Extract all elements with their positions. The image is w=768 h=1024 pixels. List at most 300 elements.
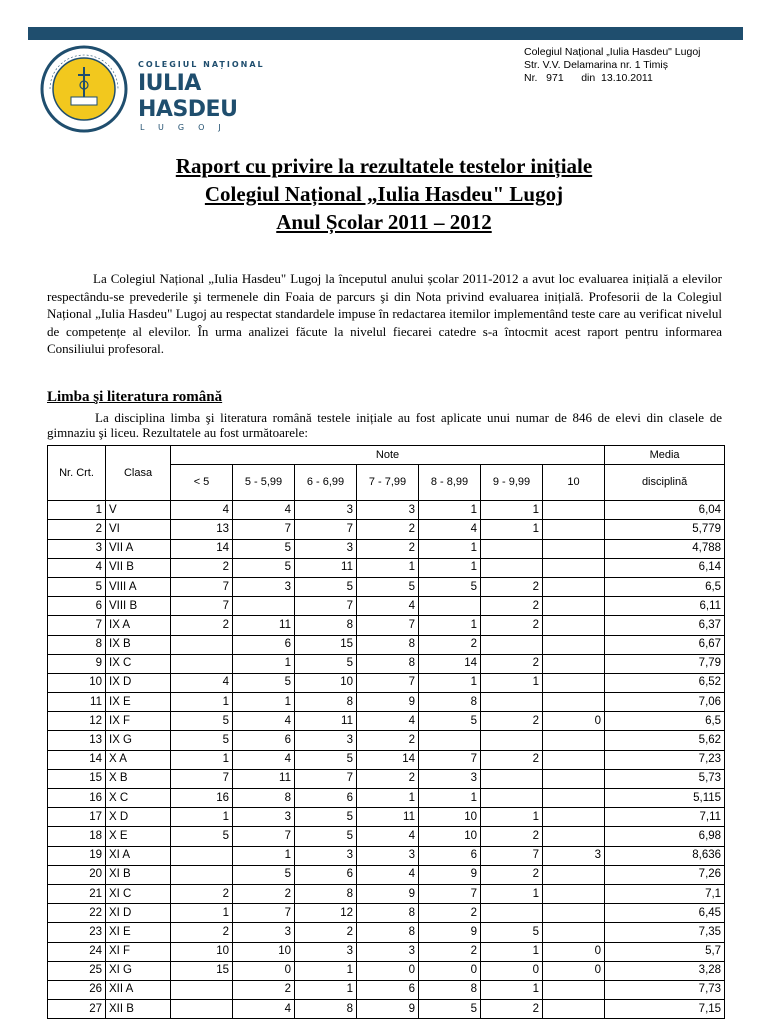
class-name: VIII B [106, 597, 171, 616]
grade-count-cell: 7 [171, 577, 233, 596]
grade-count-cell: 0 [357, 961, 419, 980]
class-name: IX D [106, 673, 171, 692]
grade-count-cell: 2 [481, 616, 543, 635]
row-number: 17 [48, 808, 106, 827]
average-cell: 6,52 [605, 673, 725, 692]
average-cell: 5,62 [605, 731, 725, 750]
grade-count-cell: 1 [419, 789, 481, 808]
intro-paragraph: La Colegiul Național „Iulia Hasdeu" Lugoj la începutul anului școlar 2011-2012 a avut loc evaluarea inițială a elevilor respectându-se prevederile şi termenele din Foaia de parcurs şi din Nota privind evaluarea inițială. Profesorii de la Colegiul Național „Iulia Hasdeu" Lugoj au respectat standardele impuse în redactarea itemilor implementând teste care au verificat nivelul de competențe al elevilor. În urma analizei făcute la nivelul fiecarei catedre s-a întocmit acest raport pentru informarea Consiliului profesoral. [47, 271, 722, 356]
grade-count-cell: 5 [171, 731, 233, 750]
grade-count-cell [543, 731, 605, 750]
header-range: 8 - 8,99 [419, 465, 481, 501]
grade-count-cell: 6 [233, 731, 295, 750]
table-row [48, 808, 725, 827]
grade-count-cell [481, 635, 543, 654]
average-cell: 7,79 [605, 654, 725, 673]
header-bar [28, 27, 743, 40]
class-name: VII A [106, 539, 171, 558]
class-name: IX A [106, 616, 171, 635]
grade-count-cell: 0 [419, 961, 481, 980]
grade-count-cell [543, 884, 605, 903]
table-row [48, 539, 725, 558]
grade-count-cell: 14 [357, 750, 419, 769]
table-row [48, 501, 725, 520]
grade-count-cell [481, 731, 543, 750]
class-name: XI C [106, 884, 171, 903]
grade-count-cell: 3 [295, 846, 357, 865]
grade-count-cell: 3 [419, 769, 481, 788]
average-cell: 5,7 [605, 942, 725, 961]
grade-count-cell: 9 [357, 884, 419, 903]
class-name: X B [106, 769, 171, 788]
grade-count-cell [543, 923, 605, 942]
brand-line-1: COLEGIUL NAȚIONAL [138, 60, 265, 69]
grade-count-cell [543, 865, 605, 884]
grade-count-cell: 5 [295, 577, 357, 596]
grade-count-cell: 5 [233, 539, 295, 558]
grade-count-cell: 2 [357, 520, 419, 539]
header-range: 9 - 9,99 [481, 465, 543, 501]
results-table [47, 445, 725, 1019]
grade-count-cell: 11 [357, 808, 419, 827]
grade-count-cell [543, 827, 605, 846]
grade-count-cell [171, 635, 233, 654]
table-row [48, 789, 725, 808]
grade-count-cell: 1 [419, 616, 481, 635]
grade-count-cell [233, 597, 295, 616]
grade-count-cell [543, 616, 605, 635]
grade-count-cell: 8 [357, 923, 419, 942]
row-number: 24 [48, 942, 106, 961]
grade-count-cell: 3 [357, 846, 419, 865]
grade-count-cell: 0 [543, 942, 605, 961]
row-number: 22 [48, 904, 106, 923]
grade-count-cell: 2 [481, 577, 543, 596]
row-number: 1 [48, 501, 106, 520]
grade-count-cell [543, 769, 605, 788]
class-name: XI G [106, 961, 171, 980]
grade-count-cell: 2 [357, 731, 419, 750]
grade-count-cell: 1 [481, 520, 543, 539]
grade-count-cell: 5 [233, 673, 295, 692]
grade-count-cell: 7 [357, 673, 419, 692]
class-name: IX G [106, 731, 171, 750]
grade-count-cell: 1 [171, 693, 233, 712]
table-row [48, 1000, 725, 1019]
grade-count-cell: 3 [295, 539, 357, 558]
grade-count-cell: 2 [481, 654, 543, 673]
grade-count-cell: 2 [295, 923, 357, 942]
grade-count-cell: 2 [171, 884, 233, 903]
grade-count-cell [543, 980, 605, 999]
report-title [0, 152, 768, 236]
grade-count-cell: 3 [233, 923, 295, 942]
grade-count-cell: 2 [357, 539, 419, 558]
grade-count-cell: 4 [357, 597, 419, 616]
grade-count-cell: 1 [171, 750, 233, 769]
table-row [48, 942, 725, 961]
table-row [48, 961, 725, 980]
row-number: 2 [48, 520, 106, 539]
header-range: 6 - 6,99 [295, 465, 357, 501]
grade-count-cell [481, 789, 543, 808]
grade-count-cell: 2 [481, 712, 543, 731]
table-row [48, 616, 725, 635]
table-row [48, 731, 725, 750]
grade-count-cell: 9 [357, 693, 419, 712]
table-row [48, 558, 725, 577]
grade-count-cell [171, 1000, 233, 1019]
average-cell: 7,1 [605, 884, 725, 903]
grade-count-cell [171, 846, 233, 865]
average-cell: 4,788 [605, 539, 725, 558]
table-row [48, 769, 725, 788]
grade-count-cell: 10 [419, 808, 481, 827]
grade-count-cell: 7 [171, 769, 233, 788]
header-range: < 5 [171, 465, 233, 501]
average-cell: 6,98 [605, 827, 725, 846]
class-name: XII A [106, 980, 171, 999]
grade-count-cell: 1 [481, 501, 543, 520]
grade-count-cell [543, 654, 605, 673]
grade-count-cell: 3 [295, 942, 357, 961]
grade-count-cell: 2 [481, 1000, 543, 1019]
class-name: XI F [106, 942, 171, 961]
grade-count-cell: 3 [357, 942, 419, 961]
grade-count-cell: 7 [233, 827, 295, 846]
class-name: XII B [106, 1000, 171, 1019]
average-cell: 8,636 [605, 846, 725, 865]
address-line-2: Str. V.V. Delamarina nr. 1 Timiș [524, 59, 668, 71]
row-number: 8 [48, 635, 106, 654]
grade-count-cell: 5 [171, 827, 233, 846]
grade-count-cell [543, 558, 605, 577]
grade-count-cell: 8 [357, 635, 419, 654]
average-cell: 6,37 [605, 616, 725, 635]
table-row [48, 750, 725, 769]
grade-count-cell: 2 [357, 769, 419, 788]
grade-count-cell [481, 769, 543, 788]
grade-count-cell [543, 904, 605, 923]
table-row [48, 923, 725, 942]
grade-count-cell: 11 [233, 616, 295, 635]
results-table-body [48, 501, 725, 1019]
grade-count-cell: 0 [543, 961, 605, 980]
grade-count-cell: 3 [357, 501, 419, 520]
grade-count-cell: 14 [419, 654, 481, 673]
grade-count-cell: 7 [295, 597, 357, 616]
title-line-1: Raport cu privire la rezultatele testelor inițiale [175, 154, 593, 178]
class-name: XI A [106, 846, 171, 865]
row-number: 12 [48, 712, 106, 731]
grade-count-cell: 7 [481, 846, 543, 865]
grade-count-cell: 7 [419, 884, 481, 903]
grade-count-cell: 1 [233, 693, 295, 712]
grade-count-cell: 4 [233, 712, 295, 731]
grade-count-cell: 1 [481, 942, 543, 961]
row-number: 21 [48, 884, 106, 903]
grade-count-cell: 1 [481, 980, 543, 999]
grade-count-cell: 7 [357, 616, 419, 635]
school-seal-logo [40, 45, 128, 133]
grade-count-cell [543, 635, 605, 654]
grade-count-cell: 15 [171, 961, 233, 980]
row-number: 23 [48, 923, 106, 942]
grade-count-cell: 1 [481, 673, 543, 692]
header-range: 5 - 5,99 [233, 465, 295, 501]
grade-count-cell: 3 [295, 501, 357, 520]
grade-count-cell: 13 [171, 520, 233, 539]
grade-count-cell: 8 [419, 980, 481, 999]
grade-count-cell [543, 693, 605, 712]
grade-count-cell: 5 [233, 865, 295, 884]
class-name: IX F [106, 712, 171, 731]
section-paragraph: La disciplina limba şi literatura română testele inițiale au fost aplicate unui numar de 846 de elevi din clasele de gimnaziu şi liceu. Rezultatele au fost următoarele: [47, 410, 722, 440]
grade-count-cell: 7 [295, 520, 357, 539]
grade-count-cell: 7 [233, 904, 295, 923]
grade-count-cell: 11 [233, 769, 295, 788]
grade-count-cell: 15 [295, 635, 357, 654]
grade-count-cell: 1 [481, 884, 543, 903]
grade-count-cell: 5 [419, 712, 481, 731]
grade-count-cell: 4 [233, 750, 295, 769]
grade-count-cell [171, 865, 233, 884]
row-number: 27 [48, 1000, 106, 1019]
grade-count-cell: 2 [233, 884, 295, 903]
grade-count-cell: 1 [357, 558, 419, 577]
grade-count-cell: 10 [171, 942, 233, 961]
title-line-3: Anul Școlar 2011 – 2012 [276, 210, 492, 234]
grade-count-cell: 7 [233, 520, 295, 539]
grade-count-cell: 2 [419, 942, 481, 961]
grade-count-cell [543, 539, 605, 558]
row-number: 16 [48, 789, 106, 808]
grade-count-cell: 10 [419, 827, 481, 846]
average-cell: 6,04 [605, 501, 725, 520]
average-cell: 6,5 [605, 712, 725, 731]
grade-count-cell: 2 [481, 750, 543, 769]
header-range: 10 [543, 465, 605, 501]
grade-count-cell: 5 [419, 577, 481, 596]
average-cell: 6,14 [605, 558, 725, 577]
grade-count-cell: 8 [357, 654, 419, 673]
grade-count-cell [419, 731, 481, 750]
grade-count-cell: 11 [295, 558, 357, 577]
header-nr: Nr. Crt. [48, 446, 106, 501]
average-cell: 7,11 [605, 808, 725, 827]
grade-count-cell: 8 [295, 1000, 357, 1019]
class-name: X E [106, 827, 171, 846]
brand-line-3: LUGOJ [140, 123, 235, 132]
grade-count-cell: 2 [419, 635, 481, 654]
grade-count-cell: 1 [419, 539, 481, 558]
brand-wordmark [138, 60, 288, 132]
grade-count-cell: 12 [295, 904, 357, 923]
grade-count-cell [543, 808, 605, 827]
table-row [48, 693, 725, 712]
grade-count-cell: 8 [295, 616, 357, 635]
grade-count-cell: 2 [171, 923, 233, 942]
grade-count-cell [171, 980, 233, 999]
address-line-3: Nr. 971 din 13.10.2011 [524, 72, 653, 84]
grade-count-cell: 4 [357, 865, 419, 884]
grade-count-cell: 14 [171, 539, 233, 558]
average-cell: 5,73 [605, 769, 725, 788]
grade-count-cell: 2 [171, 558, 233, 577]
grade-count-cell: 4 [357, 827, 419, 846]
grade-count-cell: 0 [543, 712, 605, 731]
grade-count-cell: 6 [295, 789, 357, 808]
table-row [48, 827, 725, 846]
table-row [48, 904, 725, 923]
grade-count-cell: 2 [233, 980, 295, 999]
class-name: X D [106, 808, 171, 827]
grade-count-cell [543, 1000, 605, 1019]
grade-count-cell: 1 [419, 501, 481, 520]
row-number: 5 [48, 577, 106, 596]
average-cell: 7,15 [605, 1000, 725, 1019]
grade-count-cell: 1 [419, 558, 481, 577]
average-cell: 6,45 [605, 904, 725, 923]
row-number: 18 [48, 827, 106, 846]
grade-count-cell: 4 [171, 501, 233, 520]
row-number: 10 [48, 673, 106, 692]
grade-count-cell: 6 [233, 635, 295, 654]
grade-count-cell: 5 [481, 923, 543, 942]
row-number: 7 [48, 616, 106, 635]
class-name: V [106, 501, 171, 520]
class-name: XI E [106, 923, 171, 942]
table-row [48, 980, 725, 999]
grade-count-cell: 8 [357, 904, 419, 923]
row-number: 25 [48, 961, 106, 980]
table-row [48, 577, 725, 596]
grade-count-cell: 4 [233, 501, 295, 520]
table-row [48, 635, 725, 654]
average-cell: 7,23 [605, 750, 725, 769]
row-number: 3 [48, 539, 106, 558]
grade-count-cell: 0 [481, 961, 543, 980]
class-name: IX C [106, 654, 171, 673]
row-number: 4 [48, 558, 106, 577]
grade-count-cell: 5 [295, 808, 357, 827]
grade-count-cell: 6 [295, 865, 357, 884]
grade-count-cell: 3 [233, 577, 295, 596]
grade-count-cell: 1 [171, 808, 233, 827]
grade-count-cell [543, 501, 605, 520]
grade-count-cell: 6 [419, 846, 481, 865]
grade-count-cell: 5 [357, 577, 419, 596]
average-cell: 7,26 [605, 865, 725, 884]
average-cell: 6,5 [605, 577, 725, 596]
row-number: 20 [48, 865, 106, 884]
grade-count-cell: 1 [481, 808, 543, 827]
address-block [524, 46, 701, 85]
grade-count-cell [543, 750, 605, 769]
grade-count-cell: 4 [419, 520, 481, 539]
grade-count-cell [543, 577, 605, 596]
header-media: Media [605, 446, 725, 465]
average-cell: 5,779 [605, 520, 725, 539]
grade-count-cell: 5 [233, 558, 295, 577]
class-name: IX E [106, 693, 171, 712]
row-number: 15 [48, 769, 106, 788]
class-name: XI D [106, 904, 171, 923]
grade-count-cell: 1 [295, 980, 357, 999]
grade-count-cell: 2 [481, 597, 543, 616]
row-number: 19 [48, 846, 106, 865]
grade-count-cell: 8 [233, 789, 295, 808]
grade-count-cell [171, 654, 233, 673]
grade-count-cell [543, 597, 605, 616]
grade-count-cell: 7 [419, 750, 481, 769]
table-row [48, 884, 725, 903]
grade-count-cell: 3 [233, 808, 295, 827]
grade-count-cell: 11 [295, 712, 357, 731]
grade-count-cell: 8 [295, 884, 357, 903]
header-media-2: disciplină [605, 465, 725, 501]
grade-count-cell: 10 [295, 673, 357, 692]
grade-count-cell: 5 [295, 750, 357, 769]
class-name: X A [106, 750, 171, 769]
grade-count-cell [543, 789, 605, 808]
average-cell: 6,11 [605, 597, 725, 616]
grade-count-cell: 9 [357, 1000, 419, 1019]
row-number: 6 [48, 597, 106, 616]
class-name: IX B [106, 635, 171, 654]
row-number: 26 [48, 980, 106, 999]
table-row [48, 597, 725, 616]
class-name: VI [106, 520, 171, 539]
grade-count-cell: 5 [171, 712, 233, 731]
average-cell: 7,06 [605, 693, 725, 712]
grade-count-cell: 9 [419, 923, 481, 942]
grade-count-cell: 2 [171, 616, 233, 635]
section-heading: Limba şi literatura română [47, 389, 223, 405]
class-name: VIII A [106, 577, 171, 596]
average-cell: 7,73 [605, 980, 725, 999]
grade-count-cell [543, 520, 605, 539]
grade-count-cell: 7 [295, 769, 357, 788]
average-cell: 7,35 [605, 923, 725, 942]
grade-count-cell [419, 597, 481, 616]
grade-count-cell: 2 [481, 865, 543, 884]
grade-count-cell: 5 [295, 654, 357, 673]
grade-count-cell: 1 [233, 654, 295, 673]
grade-count-cell [481, 693, 543, 712]
average-cell: 3,28 [605, 961, 725, 980]
grade-count-cell: 2 [481, 827, 543, 846]
row-number: 14 [48, 750, 106, 769]
grade-count-cell: 8 [419, 693, 481, 712]
table-row [48, 654, 725, 673]
row-number: 13 [48, 731, 106, 750]
grade-count-cell: 3 [295, 731, 357, 750]
grade-count-cell: 8 [295, 693, 357, 712]
table-row [48, 673, 725, 692]
table-row [48, 712, 725, 731]
header-note: Note [171, 446, 605, 465]
table-row [48, 865, 725, 884]
grade-count-cell: 5 [419, 1000, 481, 1019]
grade-count-cell: 4 [233, 1000, 295, 1019]
grade-count-cell: 7 [171, 597, 233, 616]
grade-count-cell: 0 [233, 961, 295, 980]
title-line-2: Colegiul Național „Iulia Hasdeu" Lugoj [204, 182, 564, 206]
grade-count-cell: 16 [171, 789, 233, 808]
grade-count-cell: 10 [233, 942, 295, 961]
grade-count-cell [481, 558, 543, 577]
